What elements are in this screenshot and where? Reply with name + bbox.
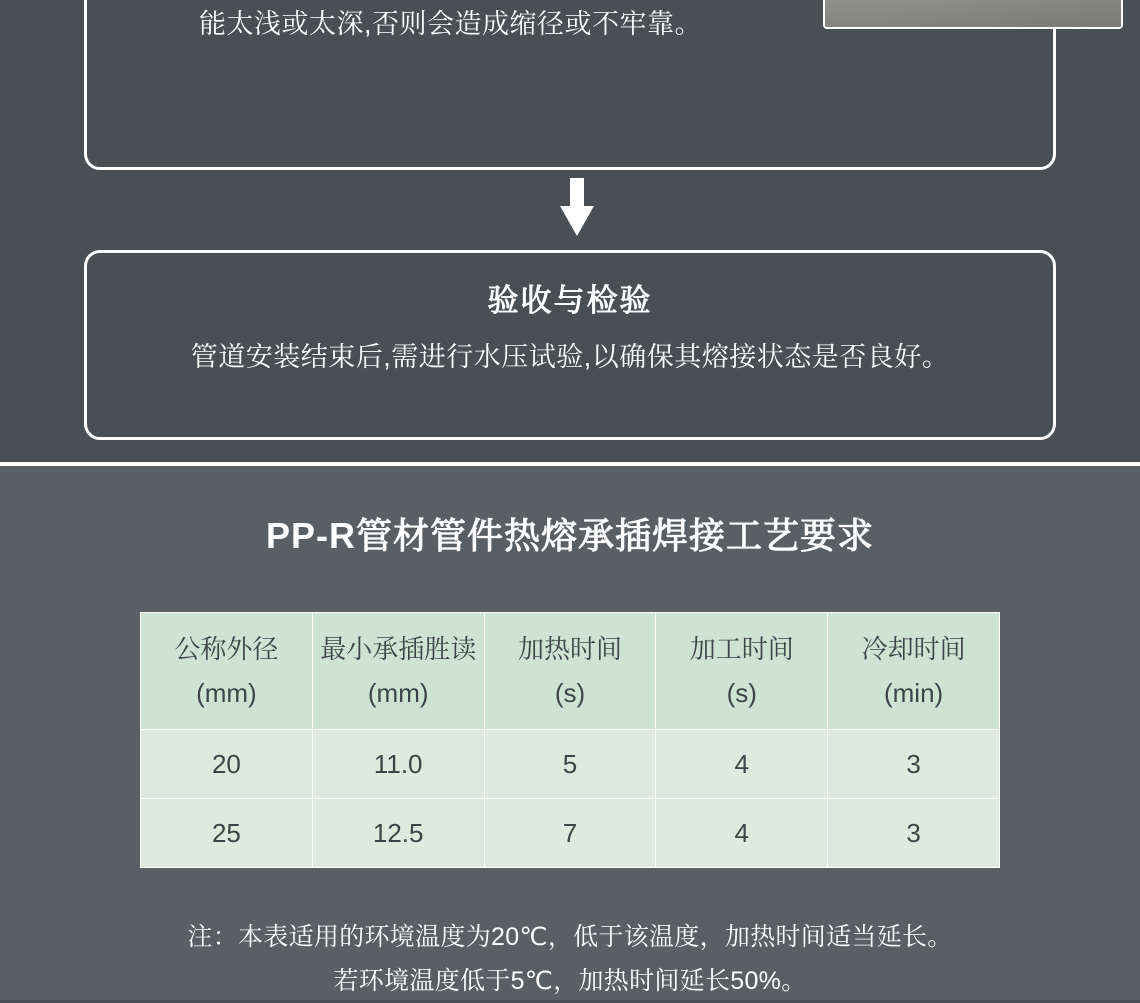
- arrow-head: [560, 206, 594, 236]
- header-name: 冷却时间: [861, 634, 966, 664]
- photo-background: [825, 0, 1121, 27]
- spec-table-header-cell: [828, 613, 1000, 730]
- table-row: [141, 799, 1000, 868]
- note-line-1: 注：本表适用的环境温度为20℃，低于该温度，加热时间适当延长。: [187, 923, 953, 951]
- header-unit: (s): [554, 678, 586, 708]
- step-card-inspection-title: 验收与检验: [487, 283, 653, 318]
- arrow-down-icon: [560, 178, 594, 236]
- spec-table-header-cell: [141, 613, 313, 730]
- spec-table-header-cell: [312, 613, 484, 730]
- table-cell: 7: [484, 799, 656, 868]
- table-cell: 20: [141, 730, 313, 799]
- spec-table-body: [141, 730, 1000, 868]
- arrow-stem: [570, 178, 584, 208]
- table-row: [141, 730, 1000, 799]
- table-cell: 12.5: [312, 799, 484, 868]
- header-unit: (s): [726, 678, 757, 708]
- table-cell: 4: [656, 730, 828, 799]
- step-text-line-3: 能太浅或太深,否则会造成缩径或不牢靠。: [199, 9, 703, 39]
- header-name: 加工时间: [689, 634, 794, 664]
- step-card-inspection-body: 管道安装结束后,需进行水压试验,以确保其熔接状态是否良好。: [190, 342, 950, 372]
- welding-photo: [823, 0, 1123, 29]
- step-card-inspection: [84, 250, 1056, 440]
- spec-table-header-cell: [656, 613, 828, 730]
- table-cell: 3: [828, 730, 1000, 799]
- spec-table-header-row: [141, 613, 1000, 730]
- header-unit: (mm): [367, 678, 429, 708]
- table-cell: 4: [656, 799, 828, 868]
- spec-table-title: PP-R管材管件热熔承插焊接工艺要求: [265, 515, 874, 556]
- header-name: 公称外径: [174, 634, 279, 664]
- header-name: 加热时间: [517, 634, 622, 664]
- spec-table-head: [141, 613, 1000, 730]
- spec-table-note: [0, 915, 1140, 1003]
- header-name: 最小承插胜读: [320, 634, 477, 664]
- spec-table-header-cell: [484, 613, 656, 730]
- step-card-insertion: [84, 0, 1056, 170]
- note-line-2: 若环境温度低于5℃，加热时间延长50%。: [333, 967, 807, 995]
- spec-table: [140, 612, 1000, 868]
- step-card-insertion-text: [199, 0, 819, 47]
- table-cell: 25: [141, 799, 313, 868]
- header-unit: (mm): [196, 678, 257, 708]
- table-cell: 3: [828, 799, 1000, 868]
- header-unit: (min): [883, 678, 944, 708]
- table-cell: 5: [484, 730, 656, 799]
- table-cell: 11.0: [312, 730, 484, 799]
